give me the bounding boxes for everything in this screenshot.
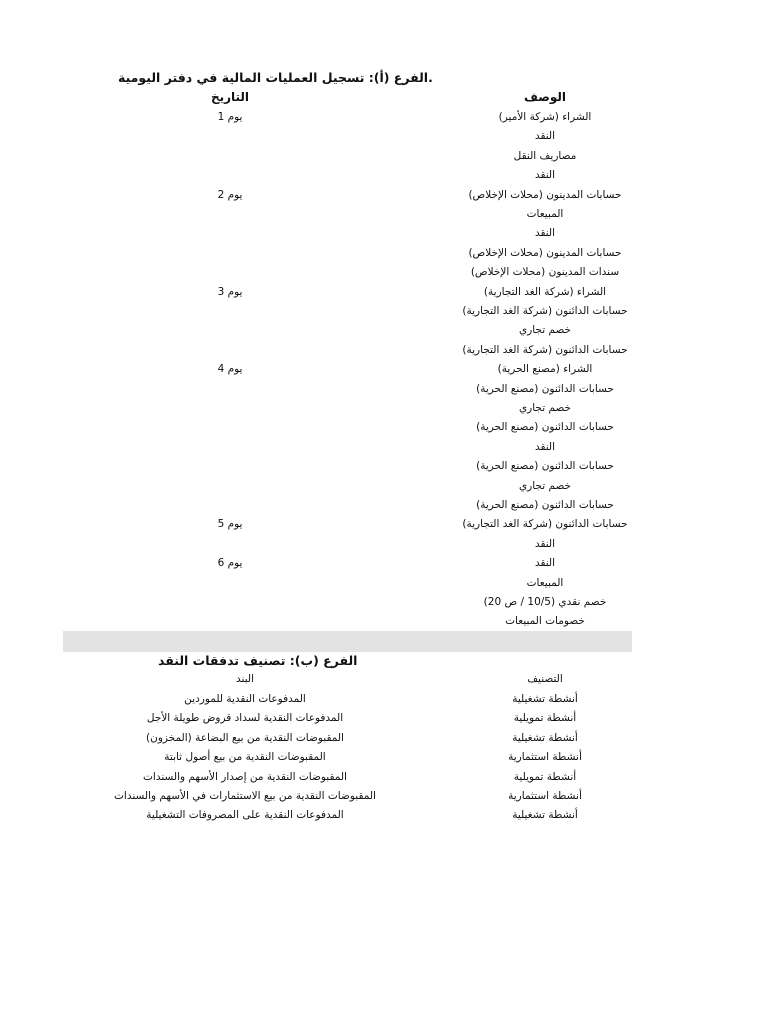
journal-date: يوم 5 xyxy=(217,518,243,531)
journal-description: خصم نقدي (10/5 / ص 20) xyxy=(483,596,607,608)
journal-description: خصم تجاري xyxy=(518,479,572,492)
journal-description: الشراء (شركة الغد التجارية) xyxy=(483,285,607,298)
journal-description: الشراء (مصنع الحرية) xyxy=(497,363,593,376)
cashflow-item: المقبوضات النقدية من إصدار الأسهم والسندات xyxy=(143,770,347,783)
journal-description: النقد xyxy=(534,557,556,570)
cashflow-item: المدفوعات النقدية على المصروفات التشغيلية xyxy=(146,809,344,822)
classification-column-header: التصنيف xyxy=(527,673,563,685)
journal-description: الشراء (شركة الأمير) xyxy=(498,111,592,123)
cashflow-item: المدفوعات النقدية للموردين xyxy=(184,693,306,705)
journal-date: يوم 3 xyxy=(217,285,243,298)
cashflow-classification: أنشطة تمويلية xyxy=(513,712,577,725)
journal-description: حسابات الدائنون (مصنع الحرية) xyxy=(476,421,614,434)
journal-description: النقد xyxy=(534,169,556,182)
journal-description: سندات المدينون (محلات الإخلاص) xyxy=(470,266,620,279)
journal-description: المبيعات xyxy=(526,208,564,220)
cashflow-classification: أنشطة استثمارية xyxy=(508,790,582,802)
journal-description: النقد xyxy=(534,130,556,143)
journal-description: حسابات الدائنون (شركة الغد التجارية) xyxy=(462,305,628,317)
item-column-header: البند xyxy=(236,673,254,685)
cashflow-item: المقبوضات النقدية من بيع الاستثمارات في الأسهم والسندات xyxy=(114,790,376,802)
journal-date: يوم 6 xyxy=(217,557,243,570)
journal-description: حسابات المدينون (محلات الإخلاص) xyxy=(468,246,622,259)
journal-description: حسابات الدائنون (شركة الغد التجارية) xyxy=(462,343,628,356)
journal-description: النقد xyxy=(534,440,556,453)
journal-description: النقد xyxy=(534,537,556,550)
journal-description: النقد xyxy=(534,227,556,240)
cashflow-item: المقبوضات النقدية من بيع أصول ثابتة xyxy=(164,751,326,764)
journal-description: خصم تجاري xyxy=(518,324,572,337)
description-column-header: الوصف xyxy=(523,90,567,104)
journal-description: المبيعات xyxy=(526,576,564,589)
cashflow-classification: أنشطة تمويلية xyxy=(513,770,577,783)
section-divider-band xyxy=(63,631,632,652)
journal-date: يوم 1 xyxy=(217,111,243,123)
cashflow-classification: أنشطة تشغيلية xyxy=(512,731,578,744)
cashflow-classification: أنشطة تشغيلية xyxy=(512,809,578,822)
journal-description: حسابات الدائنون (شركة الغد التجارية) xyxy=(462,518,628,531)
journal-date: يوم 2 xyxy=(217,188,243,201)
journal-description: حسابات الدائنون (مصنع الحرية) xyxy=(476,499,614,511)
journal-description: مصاريف النقل xyxy=(513,149,577,162)
journal-description: حسابات الدائنون (مصنع الحرية) xyxy=(476,382,614,395)
journal-description: حسابات الدائنون (مصنع الحرية) xyxy=(476,460,614,473)
journal-description: خصم تجاري xyxy=(518,402,572,414)
journal-title: .الفرع (أ): تسجيل العمليات المالية في دفتر اليومية xyxy=(118,70,433,85)
cashflow-classification: أنشطة تشغيلية xyxy=(512,693,578,705)
journal-description: خصومات المبيعات xyxy=(505,615,585,628)
cashflow-item: المدفوعات النقدية لسداد قروض طويلة الأجل xyxy=(146,712,344,725)
journal-description: حسابات المدينون (محلات الإخلاص) xyxy=(468,188,622,201)
cashflow-title: الفرع (ب): تصنيف تدفقات النقد xyxy=(158,653,358,668)
cashflow-item: المقبوضات النقدية من بيع البضاعة (المخزون) xyxy=(146,731,344,744)
date-column-header: التاريخ xyxy=(210,90,250,104)
journal-date: يوم 4 xyxy=(217,363,243,376)
cashflow-classification: أنشطة استثمارية xyxy=(508,751,582,764)
